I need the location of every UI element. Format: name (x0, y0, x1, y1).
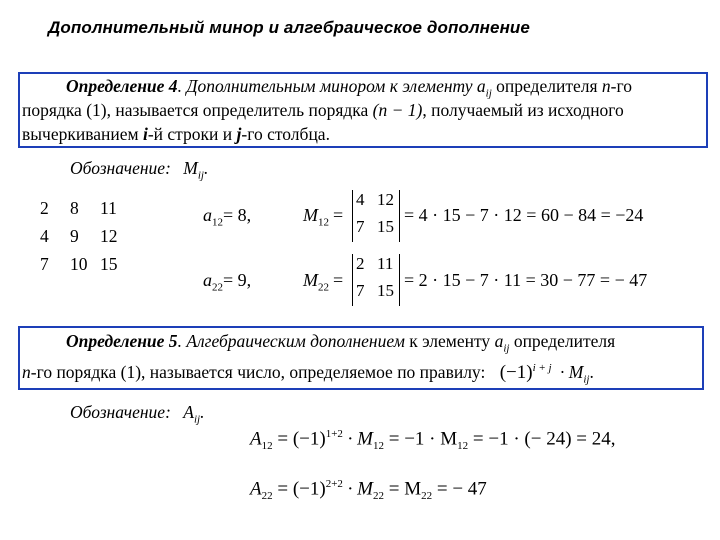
formula-2-sup: 2+2 (325, 478, 343, 490)
example-1-minor (303, 205, 343, 229)
example-2-a-val: = 9, (223, 270, 252, 290)
var-ij: ij (485, 87, 492, 100)
formula-2-m: · M (347, 478, 373, 500)
definition-4-text-b: определителя (491, 76, 602, 96)
definition-5-box (18, 326, 704, 390)
var-a: a (494, 331, 504, 351)
formula-1-eq: = (−1) (277, 428, 326, 450)
matrix-cell: 10 (70, 254, 88, 274)
definition-5-text-b: к элементу (404, 331, 495, 351)
example-2-lhs (203, 270, 251, 294)
formula-1-m: · M (347, 428, 373, 450)
formula-1-result: = −1 · (− 24) = 24, (472, 428, 616, 450)
definition-4-text-c: -го (610, 76, 632, 96)
definition-5-text: . Алгебраическим дополнением (177, 331, 405, 351)
det-cell: 2 (356, 254, 365, 273)
definition-4-text-3a: вычеркиванием (22, 124, 143, 144)
formula-2-m-sub: 22 (373, 490, 384, 503)
formula-dot: . (589, 362, 594, 382)
notation-1-label: Обозначение: (70, 158, 171, 178)
matrix-cell: 11 (100, 198, 117, 218)
formula-m-sub: ij (583, 373, 590, 386)
example-2-eq: = (333, 270, 344, 290)
formula-1-sup: 1+2 (325, 428, 343, 440)
var-j: j (236, 124, 242, 144)
definition-5-line-2 (22, 362, 594, 386)
var-n: n (22, 362, 31, 382)
definition-4-line-1 (66, 76, 632, 100)
matrix-cell: 7 (40, 254, 49, 274)
formula-2-a-sub: 22 (261, 490, 273, 503)
definition-4-line-3 (22, 124, 330, 145)
example-1-lhs (203, 205, 251, 229)
example-2-result: = 2 · 15 − 7 · 11 = 30 − 77 = − 47 (404, 270, 648, 290)
example-2-m: M (303, 270, 318, 290)
formula-1-a: A (250, 428, 262, 450)
definition-5-text-c: определителя (509, 331, 616, 351)
example-2-a-sub: 22 (212, 281, 223, 294)
definition-5-line-1 (66, 331, 615, 355)
notation-2-sub: ij (193, 413, 201, 426)
example-1-eq: = (333, 205, 344, 225)
formula-1-a-sub: 12 (261, 440, 273, 453)
notation-2-label: Обозначение: (70, 402, 171, 422)
matrix-cell: 8 (70, 198, 79, 218)
example-1-result: = 4 · 15 − 7 · 12 = 60 − 84 = −24 (404, 205, 644, 225)
matrix-cell: 15 (100, 254, 118, 274)
example-2-m-sub: 22 (318, 281, 329, 294)
det-cell: 7 (356, 281, 365, 300)
var-ij: ij (503, 342, 510, 355)
formula-1-rest: = −1 · M (388, 428, 458, 450)
var-i: i (142, 124, 148, 144)
det-cell: 15 (377, 281, 394, 300)
matrix-cell: 12 (100, 226, 118, 246)
formula-2-a: A (250, 478, 262, 500)
formula-1-m2-sub: 12 (457, 440, 469, 453)
matrix-cell: 2 (40, 198, 49, 218)
page-title: Дополнительный минор и алгебраическое дополнение (48, 18, 530, 37)
example-2-minor (303, 270, 343, 294)
det-cell: 12 (377, 190, 394, 209)
notation-2-symbol: A (183, 402, 194, 422)
var-a: a (476, 76, 486, 96)
formula-minus-one: (−1) (499, 362, 533, 383)
formula-a12 (250, 428, 616, 452)
definition-4-text-2a: порядка (1), называется определитель порядка (22, 100, 373, 120)
definition-4-text-3b: -й строки и (147, 124, 237, 144)
det-cell: 15 (377, 217, 394, 236)
det-cell: 4 (356, 190, 365, 209)
example-1-a-sub: 12 (212, 216, 223, 229)
notation-2-dot: . (200, 402, 205, 422)
formula-2-rest: = M (388, 478, 422, 500)
formula-m: · M (559, 362, 584, 382)
definition-4-text-3c: -го столбца. (241, 124, 330, 144)
example-2-determinant (352, 254, 400, 306)
formula-1-m-sub: 12 (373, 440, 384, 453)
formula-2-m2-sub: 22 (421, 490, 433, 503)
definition-4-line-2 (22, 100, 624, 121)
definition-4-text: . Дополнительным минором к элементу (177, 76, 477, 96)
example-1-m-sub: 12 (318, 216, 329, 229)
example-1-a-val: = 8, (223, 205, 252, 225)
notation-1-dot: . (203, 158, 209, 178)
formula-2-result: = − 47 (436, 478, 487, 500)
formula-sup: i + j (532, 362, 552, 375)
notation-2 (70, 402, 204, 426)
matrix-cell: 9 (70, 226, 79, 246)
definition-5-text-2: -го порядка (1), называется число, определяемое по правилу: (30, 362, 486, 382)
example-1-m: M (303, 205, 318, 225)
det-cell: 7 (356, 217, 365, 236)
definition-5-label: Определение 5 (66, 331, 178, 351)
definition-4-text-2b: , получаемый из исходного (422, 100, 624, 120)
order-n-minus-1: (n − 1) (372, 100, 423, 120)
notation-1 (70, 158, 208, 182)
example-1-determinant (352, 190, 400, 242)
example-2-a: a (203, 270, 212, 290)
var-n: n (601, 76, 611, 96)
definition-4-label: Определение 4 (66, 76, 178, 96)
notation-1-sub: ij (197, 169, 204, 182)
example-1-a: a (203, 205, 212, 225)
det-cell: 11 (377, 254, 394, 273)
notation-1-symbol: M (183, 158, 198, 178)
definition-4-box (18, 72, 708, 148)
matrix-cell: 4 (40, 226, 49, 246)
formula-a22 (250, 478, 487, 502)
formula-2-eq: = (−1) (277, 478, 326, 500)
